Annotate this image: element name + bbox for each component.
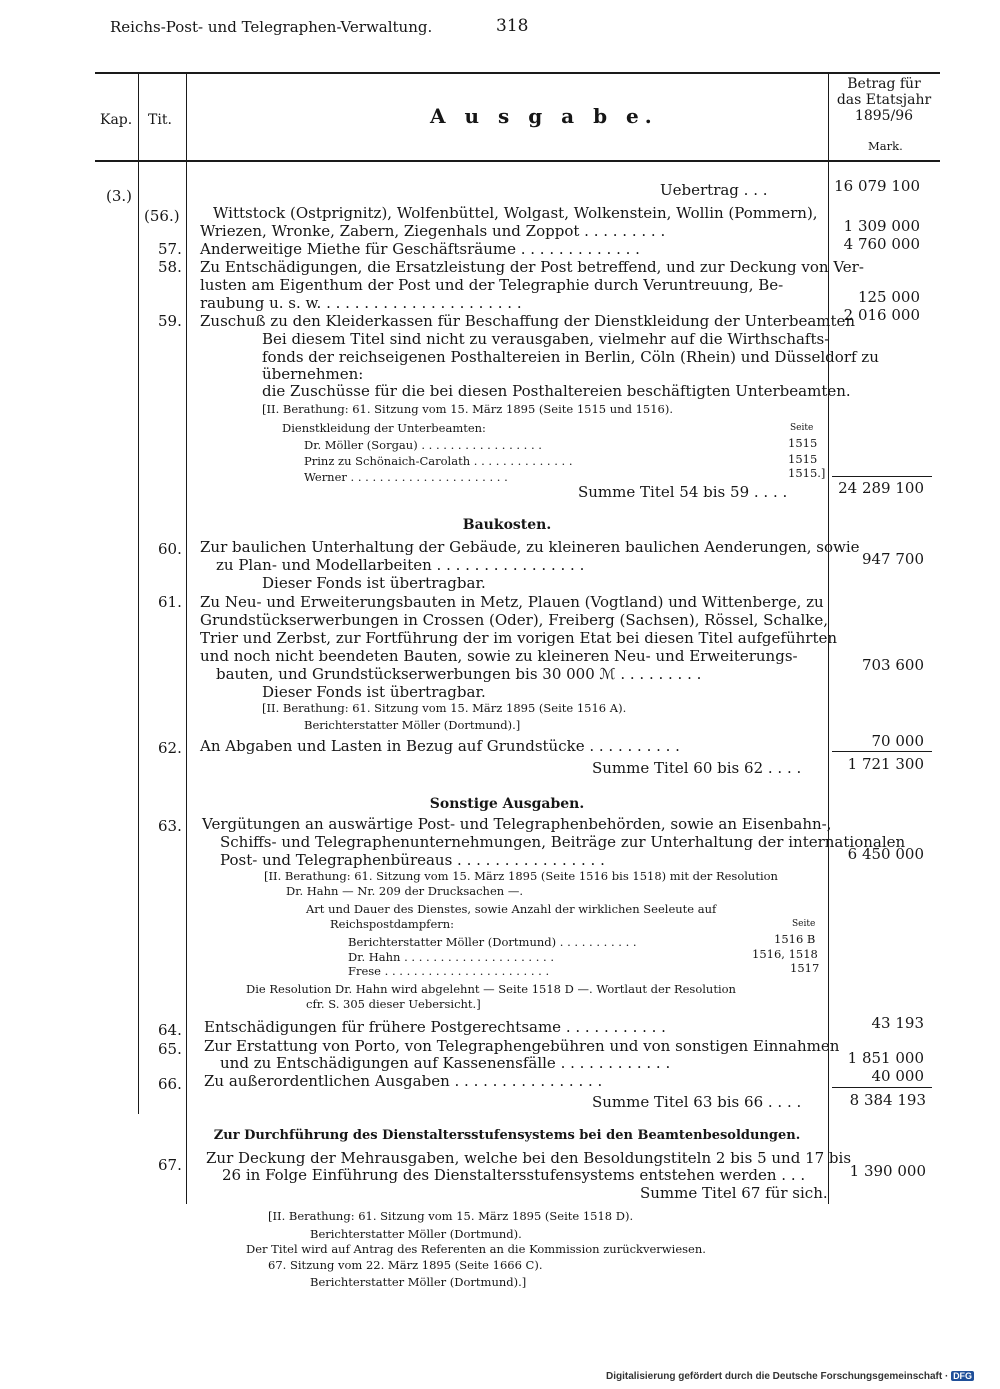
- t67-line3: Summe Titel 67 für sich.: [640, 1184, 828, 1202]
- dfg-credit-text: Digitalisierung gefördert durch die Deutsche Forschungsgemeinschaft ·: [606, 1371, 949, 1382]
- t59-line1: Zuschuß zu den Kleiderkassen für Beschaffung der Dienstkleidung der Unterbeamten: [200, 312, 856, 330]
- col-tit: Tit.: [148, 112, 172, 128]
- n63-resolution1: Die Resolution Dr. Hahn wird abgelehnt — Seite 1518 D —. Wortlaut der Resolution: [246, 982, 736, 996]
- t56-line1: Wittstock (Ostprignitz), Wolfenbüttel, Wolgast, Wolkenstein, Wollin (Pommern),: [213, 204, 818, 222]
- t58-line1: Zu Entschädigungen, die Ersatzleistung der Post betreffend, und zur Deckung von Ver-: [200, 258, 864, 276]
- n63-topic2: Reichspostdampfern:: [330, 917, 455, 931]
- section-baukosten: Baukosten.: [462, 517, 552, 533]
- n63-seite: Seite: [792, 919, 816, 929]
- n63-page2: 1516, 1518: [752, 947, 818, 961]
- header-rule: [95, 160, 940, 162]
- text-amount-divider: [828, 74, 829, 1114]
- page-number: 318: [496, 16, 529, 36]
- n59-topic: Dienstkleidung der Unterbeamten:: [282, 421, 486, 435]
- sum54-label: Summe Titel 54 bis 59 . . . .: [578, 483, 788, 501]
- t61-line2: Grundstückserwerbungen in Crossen (Oder), Freiberg (Sachsen), Rössel, Schalke,: [200, 611, 828, 629]
- tit-59: 59.: [158, 312, 182, 330]
- n67-line5: Berichterstatter Möller (Dortmund).]: [310, 1275, 527, 1289]
- t65-line1: Zur Erstattung von Porto, von Telegraphengebühren und von sonstigen Einnahmen: [204, 1037, 840, 1055]
- uebertrag-label: Uebertrag . . .: [660, 181, 768, 199]
- top-rule: [95, 72, 940, 74]
- n61-berathung: [II. Berathung: 61. Sitzung vom 15. März 1895 (Seite 1516 A).: [262, 701, 627, 715]
- t61-line3: Trier und Zerbst, zur Fortführung der im vorigen Etat bei diesen Titel aufgeführten: [200, 629, 838, 647]
- n63-page1: 1516 B: [774, 932, 816, 946]
- col-amount-l3: 1895/96: [854, 108, 914, 124]
- t60-line3: Dieser Fonds ist übertragbar.: [262, 574, 486, 592]
- n63-page3: 1517: [790, 961, 820, 975]
- t61-line5: bauten, und Grundstückserwerbungen bis 30 000 ℳ . . . . . . . . .: [216, 665, 702, 683]
- col-amount-l2: das Etatsjahr: [836, 92, 932, 108]
- col-main-title: A u s g a b e.: [430, 104, 658, 128]
- n59-page3: 1515.]: [788, 466, 826, 480]
- n61-reporter: Berichterstatter Möller (Dortmund).]: [304, 718, 521, 732]
- tit-61: 61.: [158, 593, 182, 611]
- t59-line4: übernehmen:: [262, 365, 364, 383]
- t63-amount: 6 450 000: [847, 845, 924, 863]
- dfg-logo: DFG: [953, 1371, 973, 1381]
- n63-berathung1: [II. Berathung: 61. Sitzung vom 15. März 1895 (Seite 1516 bis 1518) mit der Resolution: [264, 869, 778, 883]
- running-title: Reichs-Post- und Telegraphen-Verwaltung.: [110, 18, 433, 36]
- tit-56: (56.): [144, 207, 180, 225]
- t61-line4: und noch nicht beendeten Bauten, sowie zu kleineren Neu- und Erweiterungs-: [200, 647, 798, 665]
- n59-page1: 1515: [788, 436, 818, 450]
- col-amount-header: [832, 76, 936, 124]
- tit-63: 63.: [158, 817, 182, 835]
- sum60-rule: [832, 751, 932, 752]
- t66-amount: 40 000: [871, 1067, 924, 1085]
- t61-line1: Zu Neu- und Erweiterungsbauten in Metz, Plauen (Vogtland) und Wittenberge, zu: [200, 593, 824, 611]
- t58-line2: lusten am Eigenthum der Post und der Telegraphie durch Veruntreuung, Be-: [200, 276, 784, 294]
- t63-line3: Post- und Telegraphenbüreaus . . . . . . . . . . . . . . . .: [220, 851, 605, 869]
- tit-66: 66.: [158, 1075, 182, 1093]
- t67-line1: Zur Deckung der Mehrausgaben, welche bei den Besoldungstiteln 2 bis 5 und 17 bis: [206, 1149, 852, 1167]
- t63-line1: Vergütungen an auswärtige Post- und Telegraphenbehörden, sowie an Eisenbahn-,: [202, 815, 832, 833]
- t66-line1: Zu außerordentlichen Ausgaben . . . . . . . . . . . . . . . .: [204, 1072, 603, 1090]
- t60-line2: zu Plan- und Modellarbeiten . . . . . . . . . . . . . . . .: [216, 556, 585, 574]
- t59-line2: Bei diesem Titel sind nicht zu verausgaben, vielmehr auf die Wirthschafts-: [262, 330, 830, 348]
- t65-line2: und zu Entschädigungen auf Kassenensfälle . . . . . . . . . . . .: [220, 1054, 671, 1072]
- n63-resolution2: cfr. S. 305 dieser Uebersicht.]: [306, 997, 481, 1011]
- sum63-label: Summe Titel 63 bis 66 . . . .: [592, 1093, 802, 1111]
- t62-amount: 70 000: [871, 732, 924, 750]
- t57-line1: Anderweitige Miethe für Geschäftsräume . . . . . . . . . . . . .: [200, 240, 640, 258]
- n63-speaker3: Frese . . . . . . . . . . . . . . . . . . . . . . .: [348, 964, 550, 978]
- n59-page2: 1515: [788, 452, 818, 466]
- section-dienstalter: Zur Durchführung des Dienstaltersstufensystems bei den Beamtenbesoldungen.: [213, 1128, 801, 1143]
- n59-berathung: [II. Berathung: 61. Sitzung vom 15. März 1895 (Seite 1515 und 1516).: [262, 402, 674, 416]
- t60-line1: Zur baulichen Unterhaltung der Gebäude, zu kleineren baulichen Aenderungen, sowie: [200, 538, 860, 556]
- n59-speaker2: Prinz zu Schönaich-Carolath . . . . . . . . . . . . . .: [304, 454, 573, 468]
- n59-speaker3: Werner . . . . . . . . . . . . . . . . . . . . . .: [304, 470, 508, 484]
- n59-seite: Seite: [790, 423, 814, 433]
- section-sonstige: Sonstige Ausgaben.: [429, 796, 585, 812]
- n67-line1: [II. Berathung: 61. Sitzung vom 15. März 1895 (Seite 1518 D).: [268, 1209, 634, 1223]
- t58-amount: 125 000: [857, 288, 920, 306]
- tit-58: 58.: [158, 258, 182, 276]
- t60-amount: 947 700: [861, 550, 924, 568]
- t65-amount: 1 851 000: [847, 1049, 924, 1067]
- t67-amount: 1 390 000: [849, 1162, 926, 1180]
- t56-line2: Wriezen, Wronke, Zabern, Ziegenhals und Zoppot . . . . . . . . .: [200, 222, 666, 240]
- n67-line2: Berichterstatter Möller (Dortmund).: [310, 1227, 522, 1241]
- uebertrag-amount: 16 079 100: [834, 177, 920, 195]
- n67-line4: 67. Sitzung vom 22. März 1895 (Seite 1666 C).: [268, 1258, 543, 1272]
- t61-line6: Dieser Fonds ist übertragbar.: [262, 683, 486, 701]
- n63-speaker2: Dr. Hahn . . . . . . . . . . . . . . . . . . . . .: [348, 950, 554, 964]
- tit-57: 57.: [158, 240, 182, 258]
- t59-amount: 2 016 000: [843, 306, 920, 324]
- t61-amount: 703 600: [861, 656, 924, 674]
- sum54-rule: [832, 476, 932, 477]
- sum60-amount: 1 721 300: [847, 755, 924, 773]
- n67-line3: Der Titel wird auf Antrag des Referenten an die Kommission zurückverwiesen.: [246, 1242, 706, 1256]
- sum54-amount: 24 289 100: [838, 479, 924, 497]
- col-unit: Mark.: [868, 139, 903, 153]
- tit-65: 65.: [158, 1040, 182, 1058]
- t59-line3: fonds der reichseigenen Posthaltereien in Berlin, Cöln (Rhein) und Düsseldorf zu: [262, 348, 879, 366]
- sum63-rule: [832, 1087, 932, 1088]
- t62-line1: An Abgaben und Lasten in Bezug auf Grundstücke . . . . . . . . . .: [200, 737, 680, 755]
- sum60-label: Summe Titel 60 bis 62 . . . .: [592, 759, 802, 777]
- n63-topic1: Art und Dauer des Dienstes, sowie Anzahl der wirklichen Seeleute auf: [306, 902, 717, 916]
- t57-amount: 4 760 000: [843, 235, 920, 253]
- tit-60: 60.: [158, 540, 182, 558]
- kap-tit-divider: [138, 74, 139, 1114]
- t59-line5: die Zuschüsse für die bei diesen Posthaltereien beschäftigten Unterbeamten.: [262, 382, 851, 400]
- n63-berathung2: Dr. Hahn — Nr. 209 der Drucksachen —.: [286, 884, 523, 898]
- n63-speaker1: Berichterstatter Möller (Dortmund) . . . . . . . . . . .: [348, 935, 637, 949]
- t58-line3: raubung u. s. w. . . . . . . . . . . . . . . . . . . . . .: [200, 294, 522, 312]
- t56-amount: 1 309 000: [843, 217, 920, 235]
- sum63-amount: 8 384 193: [849, 1091, 926, 1109]
- col-amount-l1: Betrag für: [847, 76, 921, 92]
- t64-amount: 43 193: [871, 1014, 924, 1032]
- kapitel-number: (3.): [106, 187, 133, 205]
- tit-67: 67.: [158, 1156, 182, 1174]
- tit-text-divider: [186, 74, 187, 1114]
- col-kap: Kap.: [100, 112, 133, 128]
- n59-speaker1: Dr. Möller (Sorgau) . . . . . . . . . . . . . . . . .: [304, 438, 542, 452]
- tit-62: 62.: [158, 739, 182, 757]
- t64-line1: Entschädigungen für frühere Postgerechtsame . . . . . . . . . . .: [204, 1018, 666, 1036]
- dfg-credit: [606, 1371, 974, 1382]
- tit-64: 64.: [158, 1021, 182, 1039]
- t63-line2: Schiffs- und Telegraphenunternehmungen, Beiträge zur Unterhaltung der internationalen: [220, 833, 906, 851]
- t67-line2: 26 in Folge Einführung des Dienstaltersstufensystems entstehen werden . . .: [222, 1166, 806, 1184]
